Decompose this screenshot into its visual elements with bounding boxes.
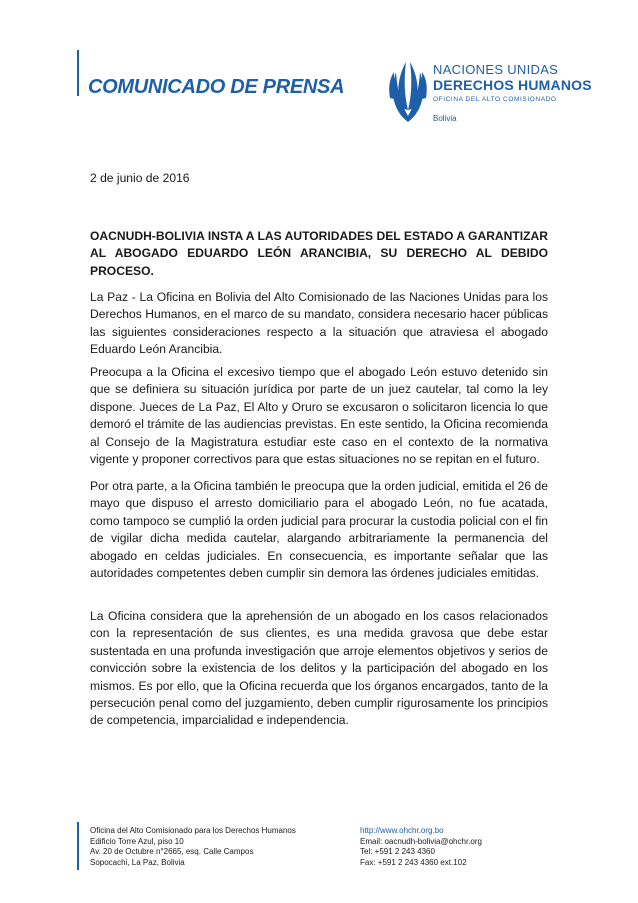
document-date: 2 de junio de 2016 bbox=[90, 171, 190, 185]
paragraph-1: La Paz - La Oficina en Bolivia del Alto Comisionado de las Naciones Unidas para los Derechos Humanos, en el marco de su mandato, considera necesario hacer públicas las siguientes consideraciones respecto a la situación que atraviesa el abogado Eduardo León Arancibia. bbox=[90, 290, 548, 357]
document-headline: OACNUDH-BOLIVIA INSTA A LAS AUTORIDADES DEL ESTADO A GARANTIZAR AL ABOGADO EDUARDO LEÓN ARANCIBIA, SU DERECHO AL DEBIDO PROCESO. bbox=[90, 229, 548, 278]
header-accent-bar bbox=[77, 50, 79, 96]
logo-line-bolivia: Bolivia bbox=[433, 114, 457, 123]
footer-website-link[interactable]: http://www.ohchr.org.bo bbox=[360, 826, 444, 835]
footer-city: Sopocachi, La Paz, Bolivia bbox=[90, 857, 185, 867]
footer-contact bbox=[360, 826, 482, 868]
footer-building: Edificio Torre Azul, piso 10 bbox=[90, 836, 184, 846]
un-human-rights-logo bbox=[386, 58, 606, 130]
logo-line-oficina: OFICINA DEL ALTO COMISIONADO bbox=[433, 96, 557, 103]
un-emblem-icon bbox=[386, 58, 430, 124]
press-release-title: COMUNICADO DE PRENSA bbox=[88, 76, 345, 98]
footer-fax: Fax: +591 2 243 4360 ext.102 bbox=[360, 857, 467, 867]
paragraph-3: Por otra parte, a la Oficina también le preocupa que la orden judicial, emitida el 26 de mayo que dispuso el arresto domiciliario para el abogado León, no fue acatada, como tampoco se cumplió la orden judicial para procurar la custodia policial con el fin de vigilar dicha medida cautelar, alargando arbitrariamente la permanencia del abogado en celdas judiciales. En consecuencia, es importante señalar que las autoridades competentes deben cumplir sin demora las órdenes judiciales emitidas. bbox=[90, 479, 548, 581]
paragraph-2: Preocupa a la Oficina el excesivo tiempo que el abogado León estuvo detenido sin que se definiera su situación jurídica por parte de un juez cautelar, tal como la ley dispone. Jueces de La Paz, El Alto y Oruro se excusaron o solicitaron licencia lo que demoró el trámite de las audiencias previstas. En este sentido, la Oficina recomienda al Consejo de la Magistratura estudiar este caso en el contexto de la normativa vigente y proponer correctivos para que estas situaciones no se repitan en el futuro. bbox=[90, 365, 548, 467]
footer-accent-bar bbox=[77, 822, 79, 870]
logo-line-naciones-unidas: NACIONES UNIDAS bbox=[433, 62, 559, 77]
footer-phone: Tel: +591 2 243 4360 bbox=[360, 847, 435, 857]
footer-street: Av. 20 de Octubre n°2665, esq. Calle Campos bbox=[90, 847, 254, 857]
logo-line-derechos-humanos: DERECHOS HUMANOS bbox=[433, 77, 592, 93]
footer-office-name: Oficina del Alto Comisionado para los Derechos Humanos bbox=[90, 826, 296, 835]
paragraph-4: La Oficina considera que la aprehensión de un abogado en los casos relacionados con la representación de sus clientes, es una medida gravosa que debe estar sustentada en una profunda investigación que arroje elementos objetivos y serios de convicción sobre la existencia de los delitos y la participación del abogado en los mismos. Es por ello, que la Oficina recuerda que los órganos encargados, tanto de la persecución penal como del juzgamiento, deben cumplir rigurosamente los principios de competencia, imparcialidad e independencia. bbox=[90, 609, 548, 728]
footer-email: Email: oacnudh-bolivia@ohchr.org bbox=[360, 836, 482, 846]
footer-address bbox=[90, 826, 296, 868]
